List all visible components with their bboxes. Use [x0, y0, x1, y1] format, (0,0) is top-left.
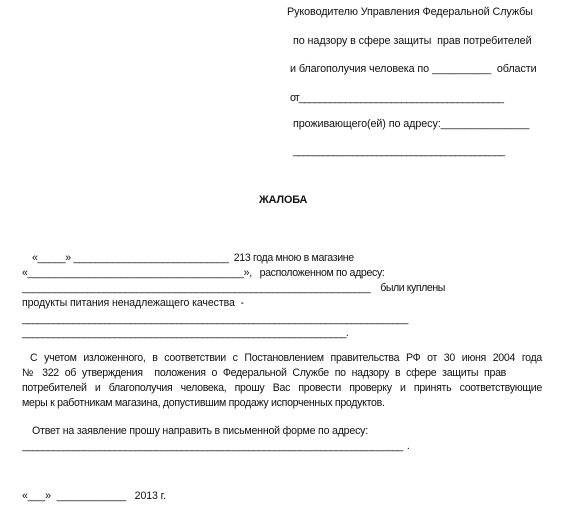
body-para-2-line-3: потребителей и благополучия человека, прошу Вас провести проверку и принять соответствующие: [22, 382, 542, 394]
addressee-line-5: проживающего(ей) по адресу:_______________: [293, 118, 530, 130]
body-para-3-line-1: Ответ на заявление прошу направить в письменной форме по адресу:: [32, 425, 369, 437]
body-line-date: «_____» ____________________________ 213 года мною в магазине: [32, 252, 354, 264]
body-para-3-line-2: __________________________________________________________________________ .: [22, 440, 410, 452]
body-line-bought: ________________________________________________________________ были куплены: [22, 282, 445, 294]
body-line-blank-2: _______________________________________________________________.: [22, 327, 349, 339]
addressee-line-3: и благополучия человека по __________ области: [290, 63, 537, 75]
body-line-blank-1: ___________________________________________________________________________: [22, 313, 408, 325]
addressee-line-1: Руководителю Управления Федеральной Службы: [287, 6, 533, 18]
body-para-2-line-1: С учетом изложенного, в соответствии с Постановлением правительства РФ от 30 июня 2004 года: [30, 352, 542, 364]
body-line-products: продукты питания ненадлежащего качества -: [22, 297, 244, 309]
signature-date-line: «___» ____________ 2013 г.: [22, 490, 166, 502]
body-line-store: «_______________________________________», расположенном по адресу:: [22, 267, 385, 279]
addressee-line-4: от________________________________________: [290, 92, 504, 104]
addressee-line-2: по надзору в сфере защиты прав потребителей: [293, 35, 532, 47]
document-title: ЖАЛОБА: [259, 194, 308, 206]
body-para-2-line-4: меры к работникам магазина, допустившим продажу испорченных продуктов.: [22, 397, 385, 409]
addressee-line-6: ___________________________________________: [293, 145, 504, 157]
body-para-2-line-2: № 322 об утверждения положения о Федеральной Службе по надзору в сфере защиты прав: [22, 367, 506, 379]
